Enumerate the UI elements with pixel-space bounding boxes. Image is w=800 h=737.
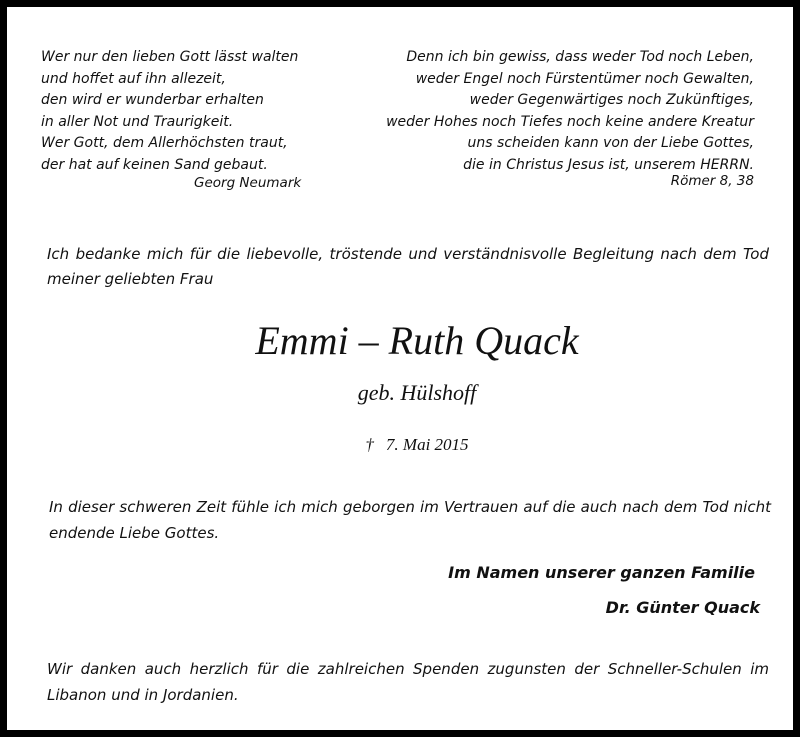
verse-line: Wer nur den lieben Gott lässt walten (41, 49, 299, 65)
verse-line: uns scheiden kann von der Liebe Gottes, (467, 135, 754, 151)
verse-line: der hat auf keinen Sand gebaut. (41, 156, 268, 173)
signoff-family: Im Namen unserer ganzen Familie (448, 563, 755, 582)
verse-left-author: Georg Neumark (194, 175, 302, 191)
birth-name: geb. Hülshoff (357, 380, 477, 405)
closing-text: Wir danken auch herzlich für die zahlreichen Spenden zugunsten der Schneller-Schulen im Libanon und in Jordanien. (47, 660, 769, 704)
verse-line: Wer Gott, dem Allerhöchsten traut, (41, 135, 288, 151)
verse-line: und hoffet auf ihn allezeit, (41, 70, 226, 87)
verse-line: weder Engel noch Fürstentümer noch Gewalten, (415, 70, 754, 87)
cross-icon: † (365, 435, 374, 454)
verse-line: weder Gegenwärtiges noch Zukünftiges, (469, 92, 754, 108)
verse-line: Denn ich bin gewiss, dass weder Tod noch Leben, (406, 49, 754, 65)
death-date-line (7, 435, 800, 455)
signoff-name: Dr. Günter Quack (605, 598, 760, 617)
verse-line: den wird er wunderbar erhalten (41, 92, 264, 108)
verse-line: in aller Not und Traurigkeit. (41, 113, 234, 130)
body-text: In dieser schweren Zeit fühle ich mich geborgen im Vertrauen auf die auch nach dem Tod nicht endende Liebe Gottes. (49, 498, 771, 542)
deceased-name: Emmi – Ruth Quack (255, 318, 579, 363)
verse-right (334, 47, 754, 176)
verse-line: weder Hohes noch Tiefes noch keine andere Kreatur (386, 113, 754, 130)
death-date: 7. Mai 2015 (385, 435, 469, 454)
verse-left (41, 47, 298, 176)
verse-right-reference: Römer 8, 38 (670, 173, 754, 189)
intro-text: Ich bedanke mich für die liebevolle, tröstende und verständnisvolle Begleitung nach dem Tod meiner geliebten Frau (47, 245, 769, 288)
verse-line: die in Christus Jesus ist, unserem HERRN. (463, 156, 754, 173)
